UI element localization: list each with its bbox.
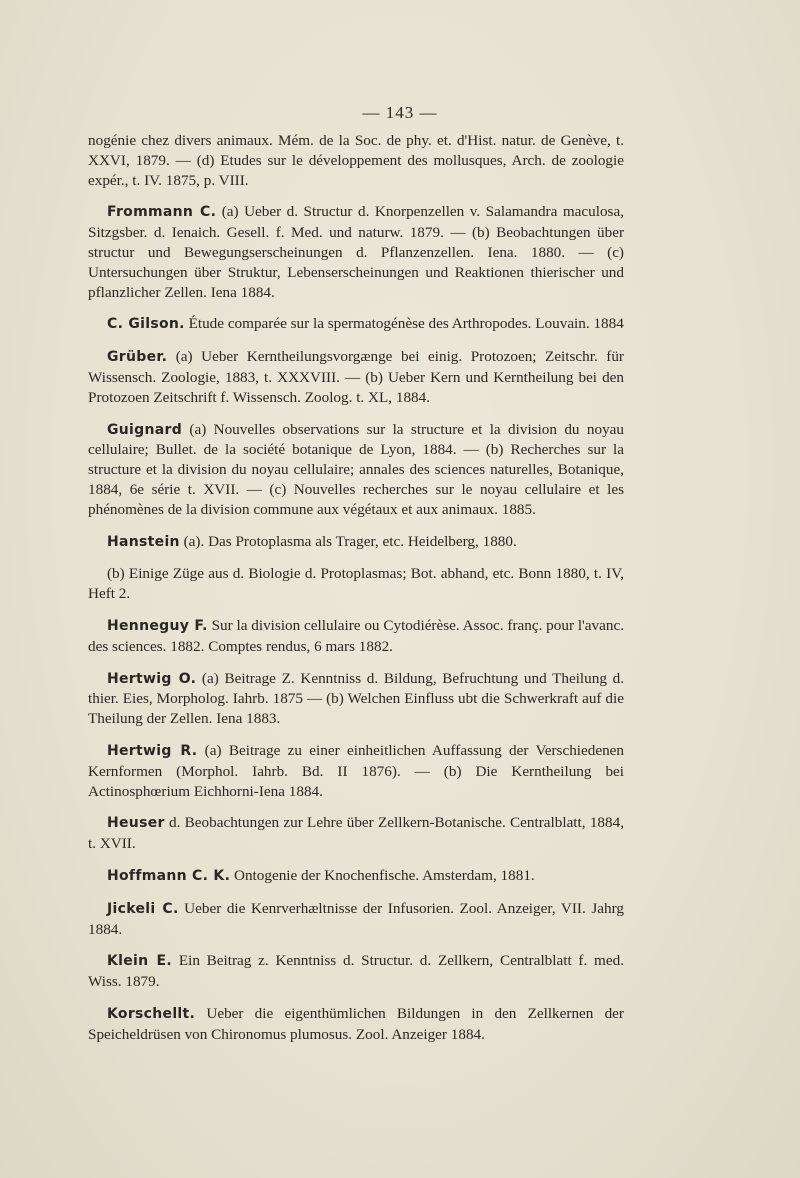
entry-text: (a). Das Protoplasma als Trager, etc. Heidelberg, 1880.: [179, 532, 517, 550]
entry-text: (a) Ueber d. Structur d. Knorpenzellen v. Salamandra maculosa, Sitzgsber. d. Ienaich. Gesell. f. Med. und naturw. 1879. — (b) Beobachtungen über structur und Bewegungserscheinungen d. Pflanzenzellen. Iena. 1880. — (c) Untersuchungen über Struktur, Lebenserscheinungen und Reaktionen thierischer und pflanzlicher Zellen. Iena 1884.: [88, 203, 624, 301]
bibliography-entry: [88, 131, 624, 190]
entry-author: Hertwig R.: [107, 742, 198, 759]
entry-text: (a) Ueber Kerntheilungsvorgænge bei einig. Protozoen; Zeitschr. für Wissensch. Zoologie, 1883, t. XXXVIII. — (b) Ueber Kern und Kerntheilung bei den Protozoen Zeitschrift f. Wissensch. Zoolog. t. XL, 1884.: [88, 348, 624, 406]
entry-author: Hoffmann C. K.: [107, 867, 231, 884]
bibliography-entry: [88, 741, 624, 801]
entry-author: Guignard: [107, 421, 183, 438]
bibliography-entry: [88, 420, 624, 520]
entry-text: (a) Beitrage zu einer einheitlichen Auffassung der Verschiedenen Kernformen (Morphol. Iahrb. Bd. II 1876). — (b) Die Kerntheilung bei Actinosphœrium Eichhorni-Iena 1884.: [88, 741, 625, 800]
bibliography-entry: [88, 899, 624, 940]
entry-text: (a) Beitrage Z. Kenntniss d. Bildung, Befruchtung und Theilung d. thier. Eies, Morpholog. Iahrb. 1875 — (b) Welchen Einfluss ubt die Schwerkraft auf die Theilung der Zellen. Iena 1883.: [88, 669, 624, 728]
bibliography-entry: [88, 564, 624, 604]
bibliography-entry: [88, 202, 624, 302]
entry-author: Hanstein: [107, 533, 180, 550]
entry-author: Hertwig O.: [107, 670, 197, 687]
bibliography-entry: [88, 1004, 624, 1045]
bibliography-entry: [88, 532, 624, 553]
entry-author: Frommann C.: [107, 204, 217, 221]
entry-text: Étude comparée sur la spermatogénèse des Arthropodes. Louvain. 1884: [184, 315, 624, 333]
bibliography-list: [88, 131, 624, 1056]
entry-text: Ueber die Kenrverhæltnisse der Infusorien. Zool. Anzeiger, VII. Jahrg 1884.: [88, 899, 624, 938]
bibliography-entry: [88, 314, 624, 335]
entry-author: Heuser: [107, 815, 165, 832]
entry-author: Korschellt.: [107, 1005, 196, 1022]
entry-text: (a) Nouvelles observations sur la structure et la division du noyau cellulaire; Bullet. de la société botanique de Lyon, 1884. — (b) Recherches sur la structure et la division du noyau cellulaire; annales des sciences naturelles, Botanique, 1884, 6e série t. XVII. — (c) Nouvelles recherches sur le noyau cellulaire et les phénomènes de la division commune aux végétaux et aux animaux. 1885.: [88, 420, 624, 518]
entry-text: Ontogenie der Knochenfische. Amsterdam, 1881.: [230, 866, 535, 884]
entry-author: Henneguy F.: [107, 617, 208, 634]
bibliography-entry: [88, 669, 624, 729]
page-number: — 143 —: [362, 103, 438, 122]
bibliography-entry: [88, 616, 624, 657]
entry-author: Klein E.: [107, 953, 173, 970]
entry-text: Ein Beitrag z. Kenntniss d. Structur. d. Zellkern, Centralblatt f. med. Wiss. 1879.: [88, 952, 624, 991]
entry-author: Jickeli C.: [107, 900, 179, 917]
entry-text: Sur la division cellulaire ou Cytodiérèse. Assoc. franç. pour l'avanc. des sciences. 1882. Comptes rendus, 6 mars 1882.: [88, 616, 624, 655]
bibliography-entry: [88, 951, 624, 992]
bibliography-entry: [88, 347, 624, 407]
entry-text: d. Beobachtungen zur Lehre über Zellkern-Botanische. Centralblatt, 1884, t. XVII.: [88, 814, 624, 853]
bibliography-entry: [88, 813, 624, 854]
entry-text: (b) Einige Züge aus d. Biologie d. Protoplasmas; Bot. abhand, etc. Bonn 1880, t. IV, Heft 2.: [88, 565, 624, 603]
entry-author: Grüber.: [107, 349, 168, 366]
entry-text: Ueber die eigenthümlichen Bildungen in den Zellkernen der Speicheldrüsen von Chironomus plumosus. Zool. Anzeiger 1884.: [88, 1004, 624, 1043]
bibliography-entry: [88, 866, 624, 887]
entry-author: C. Gilson.: [107, 316, 185, 333]
entry-text: nogénie chez divers animaux. Mém. de la Soc. de phy. et. d'Hist. natur. de Genève, t. XXVI, 1879. — (d) Etudes sur le développement des mollusques, Arch. de zoologie expér., t. IV. 1875, p. VIII.: [88, 132, 624, 189]
